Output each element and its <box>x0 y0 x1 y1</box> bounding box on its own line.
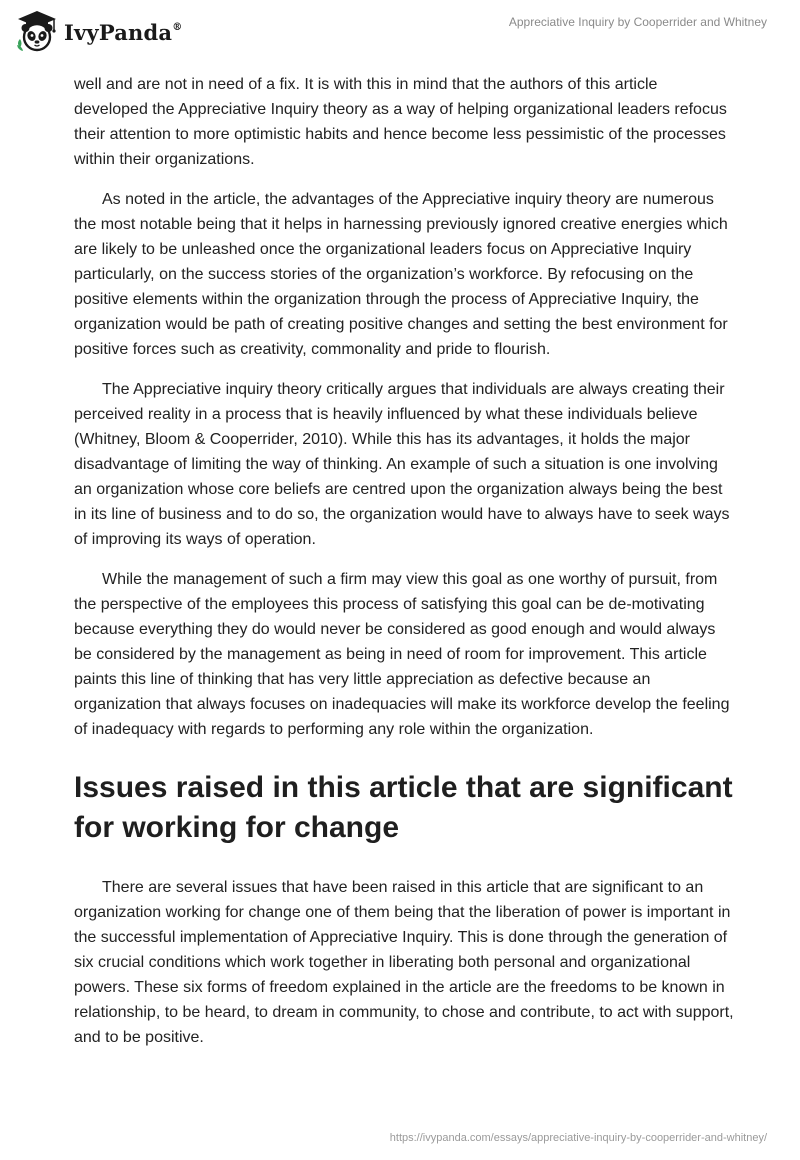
paragraph: There are several issues that have been raised in this article that are significant to an organization working for change one of them being that the liberation of power is important in the successful implementation of Appreciative Inquiry. This is done through the generation of six crucial conditions which work together in liberating both personal and organizational powers. These six forms of freedom explained in the article are the freedoms to be known in relationship, to be heard, to dream in community, to chose and contribute, to act with support, and to be positive. <box>74 879 734 1046</box>
brand-name: IvyPanda® <box>64 19 183 45</box>
paragraph: As noted in the article, the advantages of the Appreciative inquiry theory are numerous the most notable being that it helps in harnessing previously ignored creative energies which are likely to be unleashed once the organizational leaders focus on Appreciative Inquiry particularly, on the success stories of the organization’s workforce. By refocusing on the positive elements within the organization through the process of Appreciative Inquiry, the organization would be path of creating positive changes and setting the best environment for positive forces such as creativity, commonality and pride to flourish. <box>74 191 728 358</box>
registered-mark: ® <box>172 21 183 33</box>
paragraph: While the management of such a firm may view this goal as one worthy of pursuit, from the perspective of the employees this process of satisfying this goal can be de-motivating because everything they do would never be considered as good enough and would always be considered by the management as being in need of room for improvement. This article paints this line of thinking that has very little appreciation as defective because an organization that always focuses on inadequacies will make its workforce develop the feeling of inadequacy with regards to performing any role within the organization. <box>74 571 730 738</box>
paragraph: well and are not in need of a fix. It is with this in mind that the authors of this article developed the Appreciative Inquiry theory as a way of helping organizational leaders refocus their attention to more optimistic habits and hence become less pessimistic of the processes within their organizations. <box>74 76 727 168</box>
panda-graduate-icon <box>14 8 60 54</box>
paragraph: The Appreciative inquiry theory critically argues that individuals are always creating their perceived reality in a process that is heavily influenced by what these individuals believe (Whitney, Bloom & Cooperrider, 2010). While this has its advantages, it holds the major disadvantage of limiting the way of thinking. An example of such a situation is one involving an organization whose core beliefs are centred upon the organization always being the best in its line of business and to do so, the organization would have to always have to seek ways of improving its ways of operation. <box>74 381 730 548</box>
document-title: Appreciative Inquiry by Cooperrider and Whitney <box>508 15 767 29</box>
brand-logo[interactable] <box>14 8 182 54</box>
section-heading: Issues raised in this article that are significant for working for change <box>74 771 733 844</box>
article-body <box>74 72 734 1065</box>
page-header <box>0 0 800 70</box>
source-url[interactable]: https://ivypanda.com/essays/appreciative-inquiry-by-cooperrider-and-whitney/ <box>389 1132 767 1144</box>
